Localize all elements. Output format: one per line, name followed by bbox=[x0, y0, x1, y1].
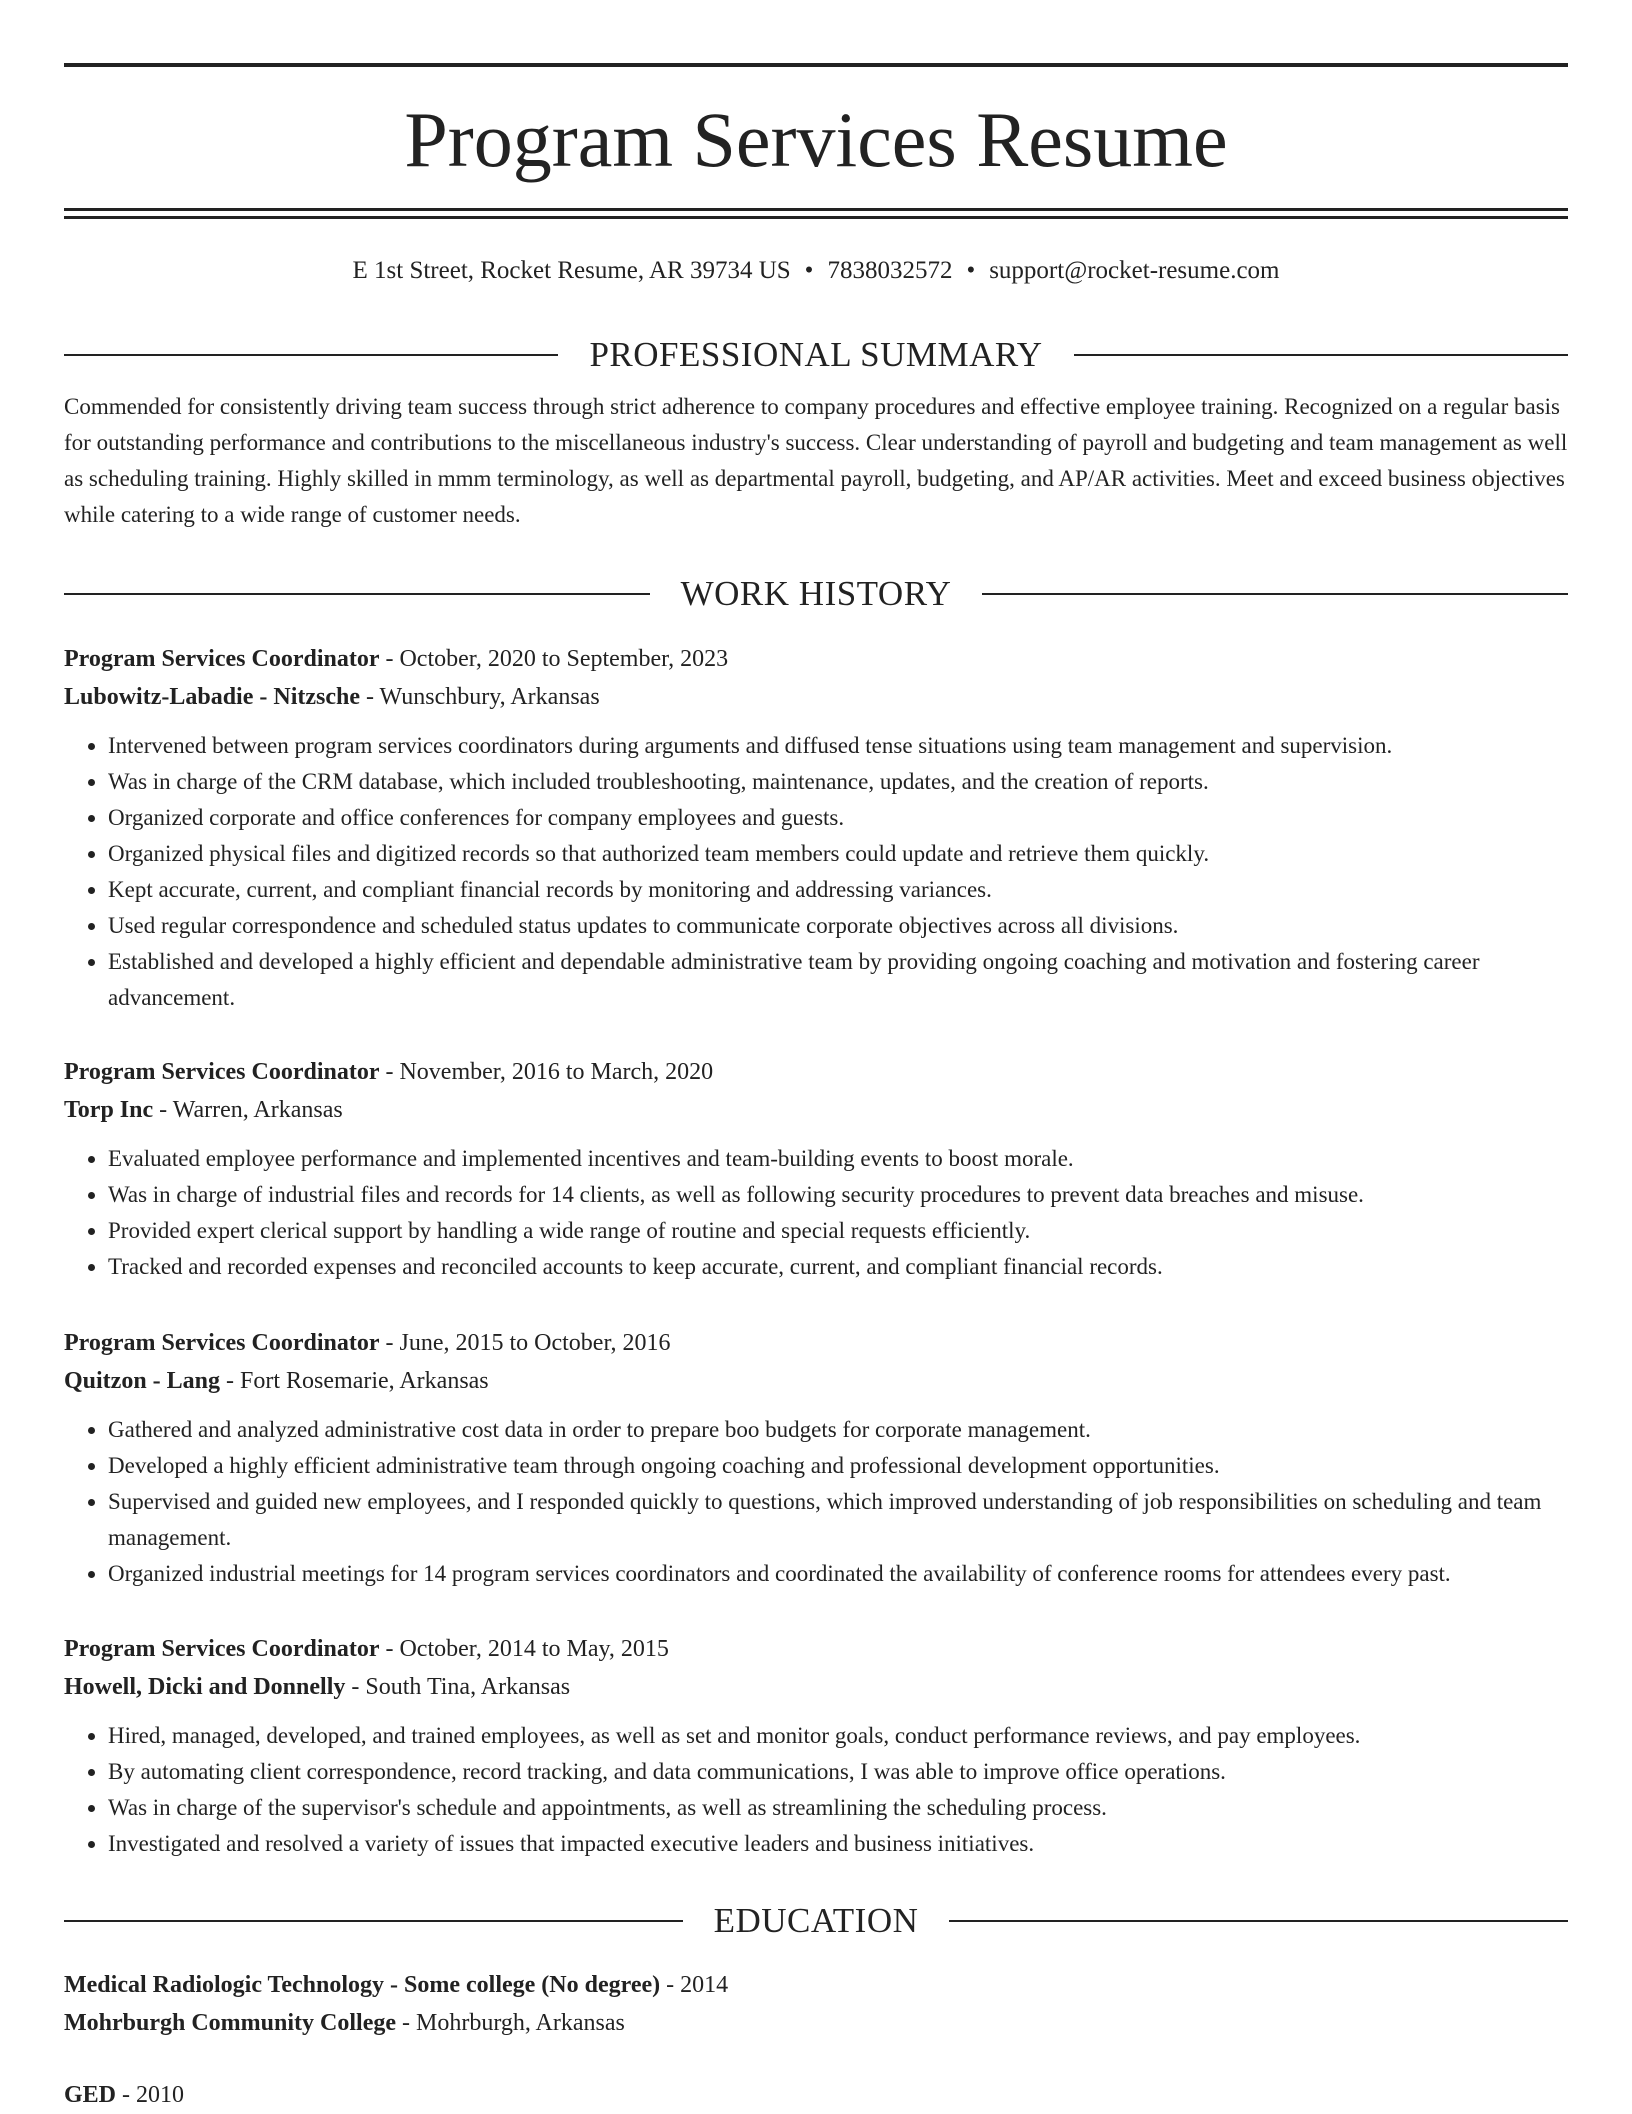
job-company: Howell, Dicki and Donnelly bbox=[64, 1674, 346, 1700]
contact-separator: • bbox=[966, 257, 976, 284]
heading-rule-right bbox=[949, 1920, 1568, 1922]
education-entry bbox=[64, 2076, 1568, 2114]
summary-text: Commended for consistently driving team success through strict adherence to company procedures and effective employee training. Recognized on a regular basis for outstanding performance and contributions to the miscellaneous industry's success. Clear understanding of payroll and budgeting and team management as well as scheduling training. Highly skilled in mmm terminology, as well as departmental payroll, budgeting, and AP/AR activities. Meet and exceed business objectives while catering to a wide range of customer needs. bbox=[64, 394, 1568, 527]
summary-section bbox=[64, 333, 1568, 533]
job-company: Torp Inc bbox=[64, 1097, 154, 1123]
job-bullet-list bbox=[64, 1718, 1568, 1862]
job-bullet-list bbox=[64, 728, 1568, 1016]
section-heading-label: PROFESSIONAL SUMMARY bbox=[589, 335, 1043, 374]
job-dates: - November, 2016 to March, 2020 bbox=[379, 1059, 714, 1085]
education-school: Mohrburgh Community College bbox=[64, 2010, 396, 2036]
page-title: Program Services Resume bbox=[404, 96, 1228, 183]
job-dates: - October, 2020 to September, 2023 bbox=[379, 646, 729, 672]
education-heading bbox=[64, 1899, 1568, 1943]
section-heading-label: EDUCATION bbox=[713, 1901, 919, 1940]
education-year: - 2014 bbox=[660, 1972, 729, 1998]
education-degree: Medical Radiologic Technology - Some college (No degree) bbox=[64, 1972, 661, 1998]
heading-rule-left bbox=[64, 354, 558, 356]
job-company-line bbox=[64, 1668, 1568, 1706]
heading-rule-left bbox=[64, 593, 650, 595]
job-bullet-list bbox=[64, 1141, 1568, 1285]
education-year: - 2010 bbox=[116, 2082, 185, 2108]
job-entry bbox=[64, 640, 1568, 1016]
job-location: - Warren, Arkansas bbox=[153, 1097, 343, 1123]
education-degree-line bbox=[64, 1966, 1568, 2004]
job-bullet-list bbox=[64, 1412, 1568, 1592]
header-bottom-rule bbox=[64, 208, 1568, 211]
education-degree-line bbox=[64, 2076, 1568, 2114]
job-entry bbox=[64, 1324, 1568, 1592]
job-dates: - October, 2014 to May, 2015 bbox=[379, 1636, 669, 1662]
contact-address: E 1st Street, Rocket Resume, AR 39734 US bbox=[352, 257, 791, 284]
heading-rule-right bbox=[982, 593, 1568, 595]
education-degree: GED bbox=[64, 2082, 117, 2108]
job-company: Quitzon - Lang bbox=[64, 1368, 221, 1394]
job-dates: - June, 2015 to October, 2016 bbox=[379, 1330, 671, 1356]
education-entry bbox=[64, 1966, 1568, 2042]
work-history-section bbox=[64, 572, 1568, 616]
job-bullet: • Established and developed a highly efficient and dependable administrative team by providing ongoing coaching and motivation and fostering career advancement. bbox=[108, 944, 1568, 1016]
job-bullet: • Was in charge of the CRM database, which included troubleshooting, maintenance, updates, and the creation of reports. bbox=[108, 764, 1568, 800]
work-history-heading bbox=[64, 572, 1568, 616]
job-company: Lubowitz-Labadie - Nitzsche bbox=[64, 684, 360, 710]
header-top-rule bbox=[64, 63, 1568, 67]
section-heading-label: WORK HISTORY bbox=[680, 574, 952, 613]
job-title: Program Services Coordinator bbox=[64, 1330, 380, 1356]
contact-line bbox=[64, 254, 1568, 288]
summary-heading bbox=[64, 333, 1568, 377]
education-section bbox=[64, 1899, 1568, 1943]
job-title-line bbox=[64, 1053, 1568, 1091]
heading-rule-left bbox=[64, 1920, 683, 1922]
job-bullet: • Organized industrial meetings for 14 program services coordinators and coordinated the availability of conference rooms for attendees every past. bbox=[108, 1556, 1568, 1592]
job-bullet: • Was in charge of industrial files and records for 14 clients, as well as following security procedures to prevent data breaches and misuse. bbox=[108, 1177, 1568, 1213]
job-title-line bbox=[64, 640, 1568, 678]
job-bullet: • By automating client correspondence, record tracking, and data communications, I was able to improve office operations. bbox=[108, 1754, 1568, 1790]
job-title: Program Services Coordinator bbox=[64, 1059, 380, 1085]
job-entry bbox=[64, 1053, 1568, 1285]
job-location: - South Tina, Arkansas bbox=[345, 1674, 571, 1700]
job-bullet: • Hired, managed, developed, and trained employees, as well as set and monitor goals, conduct performance reviews, and pay employees. bbox=[108, 1718, 1568, 1754]
job-bullet: • Used regular correspondence and scheduled status updates to communicate corporate objectives across all divisions. bbox=[108, 908, 1568, 944]
job-company-line bbox=[64, 678, 1568, 716]
job-bullet: • Kept accurate, current, and compliant financial records by monitoring and addressing variances. bbox=[108, 872, 1568, 908]
job-entry bbox=[64, 1630, 1568, 1862]
header-bottom-rule-second bbox=[64, 216, 1568, 219]
job-company-line bbox=[64, 1091, 1568, 1129]
job-title-line bbox=[64, 1630, 1568, 1668]
job-bullet: • Developed a highly efficient administrative team through ongoing coaching and professional development opportunities. bbox=[108, 1448, 1568, 1484]
job-title-line bbox=[64, 1324, 1568, 1362]
job-bullet: • Provided expert clerical support by handling a wide range of routine and special requests efficiently. bbox=[108, 1213, 1568, 1249]
job-title: Program Services Coordinator bbox=[64, 1636, 380, 1662]
job-bullet: • Gathered and analyzed administrative cost data in order to prepare boo budgets for corporate management. bbox=[108, 1412, 1568, 1448]
job-location: - Wunschbury, Arkansas bbox=[360, 684, 600, 710]
job-bullet: • Evaluated employee performance and implemented incentives and team-building events to boost morale. bbox=[108, 1141, 1568, 1177]
heading-rule-right bbox=[1074, 354, 1568, 356]
job-title: Program Services Coordinator bbox=[64, 646, 380, 672]
job-bullet: • Intervened between program services coordinators during arguments and diffused tense situations using team management and supervision. bbox=[108, 728, 1568, 764]
job-bullet: • Tracked and recorded expenses and reconciled accounts to keep accurate, current, and compliant financial records. bbox=[108, 1249, 1568, 1285]
job-company-line bbox=[64, 1362, 1568, 1400]
job-bullet: • Organized physical files and digitized records so that authorized team members could update and retrieve them quickly. bbox=[108, 836, 1568, 872]
job-bullet: • Investigated and resolved a variety of issues that impacted executive leaders and business initiatives. bbox=[108, 1826, 1568, 1862]
education-school-line bbox=[64, 2004, 1568, 2042]
job-location: - Fort Rosemarie, Arkansas bbox=[220, 1368, 489, 1394]
education-location: - Mohrburgh, Arkansas bbox=[396, 2010, 625, 2036]
job-bullet: • Was in charge of the supervisor's schedule and appointments, as well as streamlining the scheduling process. bbox=[108, 1790, 1568, 1826]
contact-phone: 7838032572 bbox=[827, 257, 953, 284]
job-bullet: • Supervised and guided new employees, and I responded quickly to questions, which improved understanding of job responsibilities on scheduling and team management. bbox=[108, 1484, 1568, 1556]
contact-email: support@rocket-resume.com bbox=[989, 257, 1280, 284]
job-bullet: • Organized corporate and office conferences for company employees and guests. bbox=[108, 800, 1568, 836]
contact-separator: • bbox=[804, 257, 814, 284]
